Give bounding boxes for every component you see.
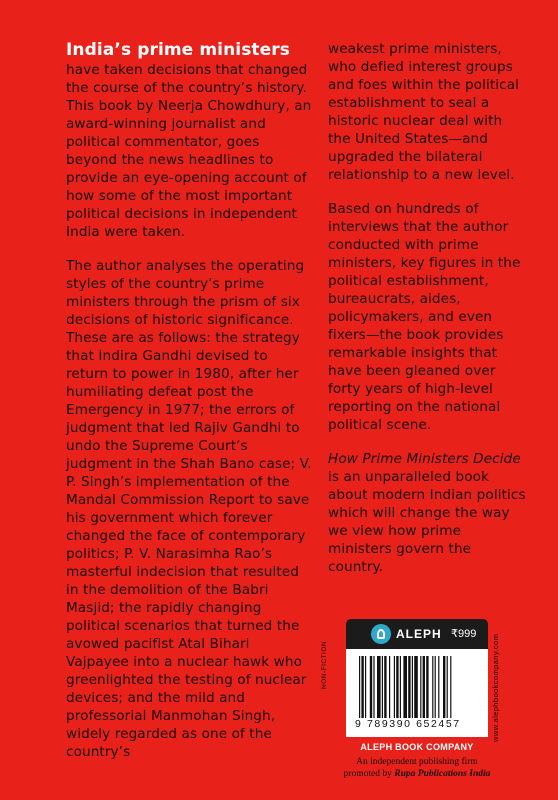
paragraph-closing	[328, 450, 528, 576]
aleph-name: ALEPH	[396, 627, 442, 641]
intro-text: have taken decisions that changed the course of the country’s history. This book by Neerja Chowdhury, an award-winning journalist and political commentator, goes beyond the news headlines to provide an eye-opening account of how some of the most important political decisions in independent India were taken.	[66, 62, 312, 240]
aleph-bar	[346, 619, 488, 649]
price: ₹999	[451, 628, 477, 640]
firm-tagline	[336, 756, 498, 780]
paragraph-interviews: Based on hundreds of interviews that the author conducted with prime ministers, key figures in the political establishment, bureaucrats, aides, policymakers, and even fixers—the book provides remarkable insights that have been gleaned over forty years of high-level reporting on the national political scene.	[328, 201, 521, 433]
firm-line-2-name: Rupa Publications India	[394, 769, 491, 779]
closing-text: is an unparalleled book about modern Indian politics which will change the way we view how prime ministers govern the country.	[328, 469, 526, 575]
company-name: ALEPH BOOK COMPANY	[360, 742, 474, 752]
aleph-logo-icon	[371, 624, 391, 644]
publisher-block	[346, 619, 488, 737]
right-column	[328, 40, 528, 592]
paragraph-decisions: The author analyses the operating styles of the country’s prime ministers through the prism of six decisions of historic significance. These are as follows: the strategy that Indira Gandhi devised to return to power in 1980, after her humiliating defeat post the Emergency in 1977; the errors of judgment that led Rajiv Gandhi to undo the Supreme Court’s judgment in the Shah Bano case; V. P. Singh’s implementation of the Mandal Commission Report to save his government which forever changed the face of contemporary politics; P. V. Narasimha Rao’s masterful indecision that resulted in the demolition of the Babri Masjid; the rapidly changing political scenarios that turned the avowed pacifist Atal Bihari Vajpayee into a nuclear hawk who greenlighted the testing of nuclear devices; and the mild and professorial Manmohan Singh, widely regarded as one of the country’s	[66, 258, 312, 760]
heading: India’s prime ministers	[66, 40, 290, 60]
paragraph-continuation: weakest prime ministers, who defied interest groups and foes within the political establishment to seal a historic nuclear deal with the United States—and upgraded the bilateral relationship to a new level.	[328, 41, 520, 183]
category-label: NON-FICTION	[321, 640, 328, 689]
left-column	[66, 40, 314, 777]
barcode-icon	[357, 656, 481, 718]
firm-line-1: An independent publishing firm	[356, 757, 478, 767]
website-url: www.alephbookcompany.com	[491, 633, 500, 742]
isbn-number: 9 789390 652457	[355, 718, 461, 730]
paragraph-intro	[66, 40, 314, 241]
barcode-box	[346, 649, 488, 737]
firm-line-2-prefix: promoted by	[343, 769, 395, 779]
book-title: How Prime Ministers Decide	[328, 451, 521, 467]
